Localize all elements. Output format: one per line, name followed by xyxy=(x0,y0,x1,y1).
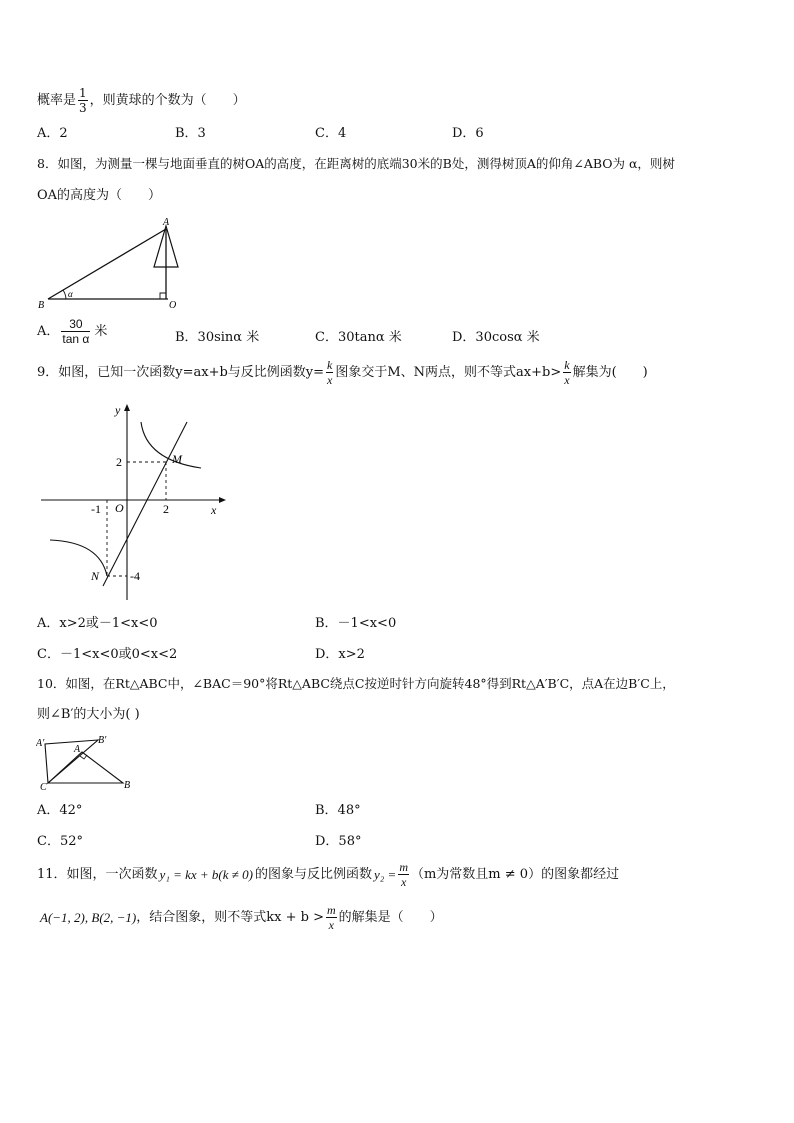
q8-angle-arc xyxy=(63,290,66,299)
q8-option-d: D．30cosα 米 xyxy=(452,330,540,345)
q10-rotation-figure xyxy=(36,732,136,792)
q9-option-b: B．－1<x<0 xyxy=(315,616,397,631)
q8-option-a-fraction: $\frac{30}{\text{tan α}}$ xyxy=(62,317,90,346)
q7-option-b: B．3 xyxy=(175,126,206,141)
q8-stem-line2: OA的高度为（ ） xyxy=(37,188,162,203)
q10-option-a: A．42° xyxy=(37,803,83,818)
q9-mid: 图象交于M、N两点，则不等式ax+b> xyxy=(335,365,562,380)
q11-eq1: y₁ = kx + b(k ≠ 0) xyxy=(159,867,253,882)
q8-option-a-label: A． xyxy=(37,324,60,339)
q9-tick-x-minus-1: -1 xyxy=(91,502,101,516)
q8-stem-line1: 8．如图，为测量一棵与地面垂直的树OA的高度，在距离树的底端30米的B处，测得树顶A的仰角∠ABO为 α，则树 xyxy=(37,156,675,171)
q10-label-a-prime: A′ xyxy=(36,738,45,749)
q9-pre: 9．如图，已知一次函数y=ax+b与反比例函数y= xyxy=(37,365,325,380)
q8-option-a xyxy=(37,317,107,346)
q8-label-b: B xyxy=(38,300,45,310)
q11-eq2-left: y₂ = xyxy=(374,867,397,882)
q9-label-y: y xyxy=(115,403,121,417)
q10-option-d: D．58° xyxy=(315,834,362,849)
q11-mid: 的图象与反比例函数 xyxy=(254,867,372,882)
q9-label-m: M xyxy=(172,452,182,466)
q11-stem-line1 xyxy=(37,860,619,889)
q8-label-alpha: α xyxy=(68,289,73,299)
q10-stem-line2: 则∠B′的大小为( ) xyxy=(37,707,140,722)
q7-option-d: D．6 xyxy=(452,126,484,141)
q10-label-c: C xyxy=(40,782,47,792)
q10-stem-line1: 10．如图，在Rt△ABC中，∠BAC＝90°将Rt△ABC绕点C按逆时针方向旋转48°得到Rt△A′B′C，点A在边B′C上， xyxy=(37,676,675,691)
q11-fraction-1: $\frac{m}{x}$ xyxy=(399,860,408,889)
q9-label-n: N xyxy=(91,569,100,583)
q8-label-a: A xyxy=(163,217,170,228)
q9-tick-x-2: 2 xyxy=(163,502,169,516)
q8-label-o: O xyxy=(169,300,177,310)
q9-label-x: x xyxy=(211,503,217,517)
q7-option-c: C．4 xyxy=(315,126,347,141)
q9-y-axis-arrow xyxy=(124,404,130,411)
q10-label-b-prime: B′ xyxy=(98,735,107,746)
q9-tick-y-2: 2 xyxy=(116,455,122,469)
q8-tree-figure xyxy=(36,216,186,310)
q8-option-b: B．30sinα 米 xyxy=(175,330,260,345)
q8-sight-line xyxy=(48,229,166,299)
q9-option-a: A．x>2或－1<x<0 xyxy=(37,616,158,631)
q9-stem xyxy=(37,358,648,387)
q11-fraction-2: $\frac{m}{x}$ xyxy=(326,903,336,932)
q11-paren: （m为常数且m ≠ 0）的图象都经过 xyxy=(410,867,620,882)
q7-suffix: ，则黄球的个数为（ ） xyxy=(89,93,246,108)
q8-right-angle-mark xyxy=(160,293,166,299)
q7-prefix: 概率是 xyxy=(37,93,77,108)
q10-option-b: B．48° xyxy=(315,803,361,818)
q9-fraction-2: $\frac{k}{x}$ xyxy=(564,358,570,387)
q9-post: 解集为( ) xyxy=(572,365,648,380)
q9-x-axis-arrow xyxy=(219,497,226,503)
q9-fraction-1: $\frac{k}{x}$ xyxy=(327,358,333,387)
q9-hyperbola-branch-1 xyxy=(141,422,201,468)
q10-option-c: C．52° xyxy=(37,834,83,849)
q11-points: A(−1, 2), B(2, −1) xyxy=(40,910,137,925)
q9-graph xyxy=(36,398,236,603)
q7-stem xyxy=(37,86,246,115)
q10-label-a: A xyxy=(74,744,81,755)
q11-stem-line2 xyxy=(40,903,443,932)
q9-label-origin: O xyxy=(115,501,124,515)
q8-option-c: C．30tanα 米 xyxy=(315,330,402,345)
q8-option-a-unit: 米 xyxy=(94,324,108,339)
q10-label-b: B xyxy=(124,780,131,791)
q9-option-d: D．x>2 xyxy=(315,647,365,662)
q7-option-a: A．2 xyxy=(37,126,68,141)
q11-pre: 11．如图，一次函数 xyxy=(37,867,158,882)
q9-option-c: C．－1<x<0或0<x<2 xyxy=(37,647,178,662)
q9-tick-y-minus-4: -4 xyxy=(130,569,140,583)
q11-line2-mid: ，结合图象，则不等式kx + b > xyxy=(136,910,324,925)
q11-line2-post: 的解集是（ ） xyxy=(338,910,443,925)
q7-fraction: $\frac{1}{3}$ xyxy=(79,86,87,115)
